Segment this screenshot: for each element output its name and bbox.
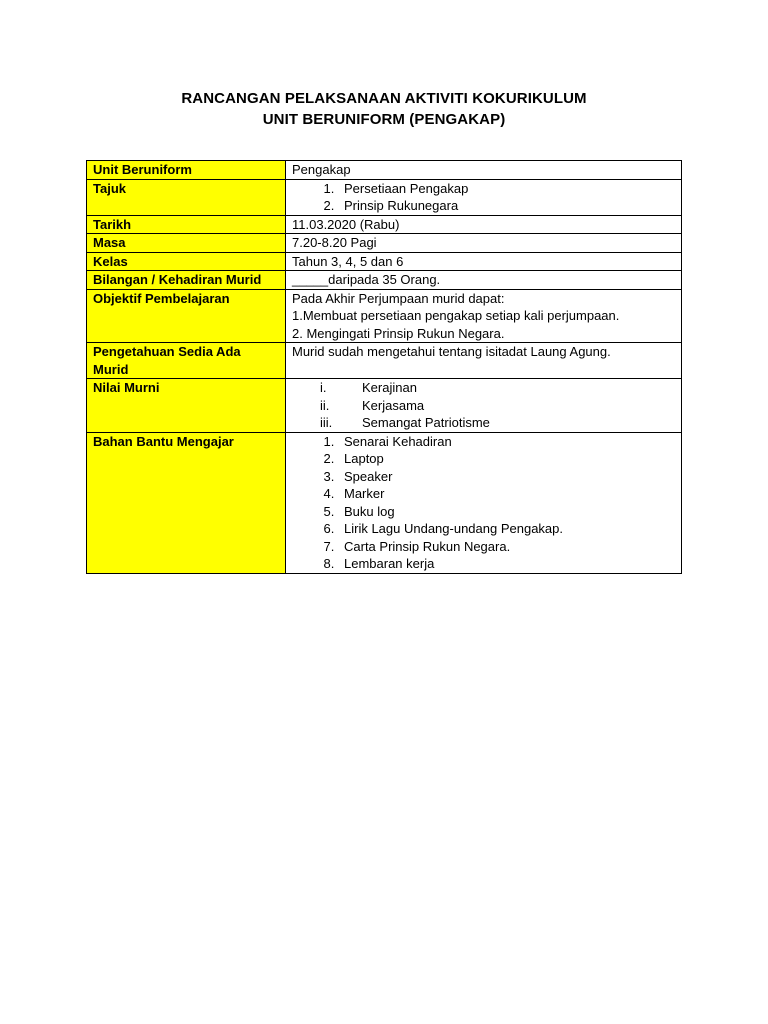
list-item: 2. Prinsip Rukunegara <box>338 197 675 215</box>
list-item <box>292 379 675 397</box>
list-item <box>292 414 675 432</box>
row-objektif <box>87 289 682 343</box>
row-value <box>286 432 682 573</box>
row-label: Tarikh <box>87 215 286 234</box>
row-label: Tajuk <box>87 179 286 215</box>
row-kelas <box>87 252 682 271</box>
list-marker: iii. <box>320 415 333 430</box>
row-value: Tahun 3, 4, 5 dan 6 <box>286 252 682 271</box>
row-value: 7.20-8.20 Pagi <box>286 234 682 253</box>
list-marker: i. <box>320 380 327 395</box>
row-label: Kelas <box>87 252 286 271</box>
row-label: Objektif Pembelajaran <box>87 289 286 343</box>
row-unit <box>87 161 682 180</box>
list-text: Kerajinan <box>362 380 417 395</box>
list-item: 1. Persetiaan Pengakap <box>338 180 675 198</box>
list-text: Kerjasama <box>362 397 425 413</box>
row-label: Unit Beruniform <box>87 161 286 180</box>
list-item: 8. Lembaran kerja <box>338 555 675 573</box>
list-item <box>292 397 675 415</box>
materials-list <box>292 433 675 573</box>
row-tarikh <box>87 215 682 234</box>
row-value: 11.03.2020 (Rabu) <box>286 215 682 234</box>
row-label: Pengetahuan Sedia Ada Murid <box>87 343 286 379</box>
list-item: 2. Laptop <box>338 450 675 468</box>
list-item: 6. Lirik Lagu Undang-undang Pengakap. <box>338 520 675 538</box>
document-subtitle: UNIT BERUNIFORM (PENGAKAP) <box>262 111 506 128</box>
row-value: _____daripada 35 Orang. <box>286 271 682 290</box>
list-item: 3. Speaker <box>338 468 675 486</box>
objective-line: Pada Akhir Perjumpaan murid dapat: <box>292 290 505 306</box>
list-marker: ii. <box>320 397 330 413</box>
row-label: Bilangan / Kehadiran Murid <box>87 271 286 290</box>
row-bahan <box>87 432 682 573</box>
row-bilangan <box>87 271 682 290</box>
list-item: 7. Carta Prinsip Rukun Negara. <box>338 538 675 556</box>
row-masa <box>87 234 682 253</box>
row-tajuk <box>87 179 682 215</box>
row-nilai <box>87 379 682 433</box>
list-item: 5. Buku log <box>338 503 675 521</box>
list-item: 4. Marker <box>338 485 675 503</box>
document-title: RANCANGAN PELAKSANAAN AKTIVITI KOKURIKULUM <box>181 90 587 107</box>
row-value: Murid sudah mengetahui tentang isitadat Laung Agung. <box>286 343 682 379</box>
row-pengetahuan <box>87 343 682 379</box>
values-list <box>292 379 675 432</box>
topic-list <box>292 180 675 215</box>
row-value: Pengakap <box>286 161 682 180</box>
list-text: Semangat Patriotisme <box>362 415 490 430</box>
row-value <box>286 179 682 215</box>
row-label: Bahan Bantu Mengajar <box>87 432 286 573</box>
row-label: Nilai Murni <box>87 379 286 433</box>
objective-line: 1.Membuat persetiaan pengakap setiap kali perjumpaan. <box>292 308 620 323</box>
lesson-plan-table <box>86 160 682 574</box>
objective-line: 2. Mengingati Prinsip Rukun Negara. <box>292 325 505 341</box>
row-label: Masa <box>87 234 286 253</box>
row-value <box>286 289 682 343</box>
list-item: 1. Senarai Kehadiran <box>338 433 675 451</box>
row-value <box>286 379 682 433</box>
